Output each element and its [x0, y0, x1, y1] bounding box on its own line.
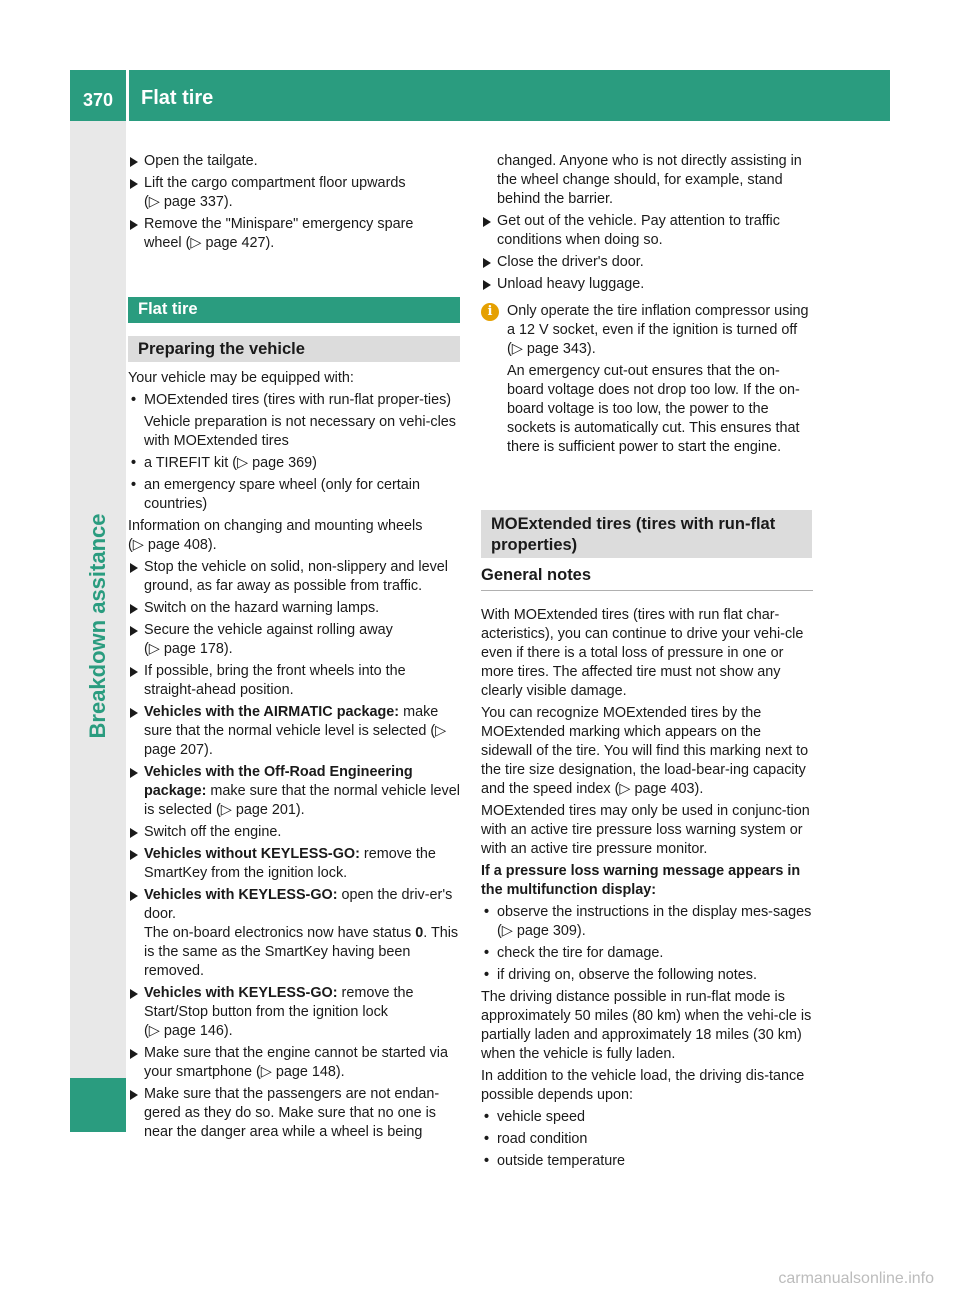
info-note: i Only operate the tire inflation compressor using a 12 V socket, even if the ignition is turned off (▷ page 343). An emergency cut-out ensures that the on-board voltage does not drop too low. If the on-board voltage is too low, the power to the sockets is automatically cut. This ensures that there is sufficient power to start the engine. — [481, 302, 813, 457]
step-continuation: changed. Anyone who is not directly assisting in the wheel change should, for example, stand behind the barrier. — [497, 153, 802, 207]
paragraph: With MOExtended tires (tires with run flat char-acteristics), you can continue to drive your vehi-cle even if there is a total loss of pressure in one or more tires. The affected tire must not show any clearly visible damage. — [481, 607, 804, 699]
page-ref-arrow[interactable]: ▷ — [435, 723, 447, 739]
page-ref[interactable]: (▷ — [144, 194, 160, 210]
step: Switch off the engine. — [128, 823, 460, 842]
step: If possible, bring the front wheels into the straight-ahead position. — [128, 662, 460, 700]
step: Unload heavy luggage. — [481, 275, 813, 294]
step: Get out of the vehicle. Pay attention to traffic conditions when doing so. — [481, 212, 813, 250]
paragraph: MOExtended tires may only be used in conjunc-tion with an active tire pressure loss warning system or with an active tire pressure monitor. — [481, 803, 810, 857]
step: Make sure that the passengers are not endan-gered as they do so. Make sure that no one is near the danger area while a wheel is being — [128, 1085, 460, 1142]
right-column — [481, 152, 813, 1174]
list-item: • if driving on, observe the following notes. — [481, 966, 813, 985]
list-item: • an emergency spare wheel (only for certain countries) — [128, 476, 460, 514]
page-ref-arrow[interactable]: ▷ — [511, 341, 523, 357]
section-title: Flat tire — [128, 297, 460, 323]
step: Vehicles with the AIRMATIC package: make sure that the normal vehicle level is selected (▷ page 207). — [128, 703, 460, 760]
list-item: • a TIREFIT kit (▷ page 369) — [128, 454, 460, 473]
subsection-title: Preparing the vehicle — [128, 336, 460, 362]
wheel-info: Information on changing and mounting wheels (▷ page 408). — [128, 518, 423, 553]
page-ref-arrow[interactable]: ▷ — [190, 235, 202, 251]
step: Vehicles with the Off-Road Engineering package: make sure that the normal vehicle level is selected (▷ page 201). — [128, 763, 460, 820]
list-item: • road condition — [481, 1130, 813, 1149]
chapter-marker — [70, 1078, 126, 1132]
warning-heading: If a pressure loss warning message appears in the multifunction display: — [481, 863, 801, 898]
step-remove-spare: Remove the "Minispare" emergency spare wheel (▷ page 427). — [128, 215, 460, 253]
step-lift-floor: Lift the cargo compartment floor upwards (▷ page 337). — [128, 174, 460, 212]
page-ref-arrow[interactable]: ▷ — [619, 781, 631, 797]
step: Stop the vehicle on solid, non-slippery and level ground, as far away as possible from traffic. — [128, 558, 460, 596]
page-ref-arrow[interactable]: ▷ — [501, 923, 513, 939]
step: Make sure that the engine cannot be started via your smartphone (▷ page 148). — [128, 1044, 460, 1082]
step: Vehicles without KEYLESS-GO: remove the SmartKey from the ignition lock. — [128, 845, 460, 883]
paragraph: You can recognize MOExtended tires by the MOExtended marking which appears on the sidewall of the tire. You will find this marking next to the tire size designation, the load-bear-ing capacity and the speed index (▷ page 403). — [481, 705, 809, 797]
list-item: • check the tire for damage. — [481, 944, 813, 963]
watermark: carmanualsonline.info — [778, 1270, 934, 1287]
page-ref-arrow[interactable]: ▷ — [237, 455, 249, 471]
step: Secure the vehicle against rolling away (▷ page 178). — [128, 621, 460, 659]
header-divider — [126, 70, 129, 121]
list-item: • MOExtended tires (tires with run-flat proper-ties) — [128, 391, 460, 410]
equipped-intro: Your vehicle may be equipped with: — [128, 370, 354, 386]
page-ref-arrow[interactable]: ▷ — [260, 1064, 272, 1080]
step: Vehicles with KEYLESS-GO: remove the Start/Stop button from the ignition lock (▷ page 146). — [128, 984, 460, 1041]
info-icon: i — [481, 303, 499, 321]
subsection-title: MOExtended tires (tires with run-flat properties) — [481, 510, 812, 558]
left-column — [128, 152, 460, 1145]
step: Switch on the hazard warning lamps. — [128, 599, 460, 618]
list-item: • outside temperature — [481, 1152, 813, 1171]
list-item: • vehicle speed — [481, 1108, 813, 1127]
chapter-label: Breakdown assitance — [85, 513, 110, 739]
step: Close the driver's door. — [481, 253, 813, 272]
paragraph: In addition to the vehicle load, the driving dis-tance possible depends upon: — [481, 1068, 805, 1103]
page-number: 370 — [82, 90, 114, 110]
page-title: Flat tire — [141, 87, 214, 109]
list-item: • observe the instructions in the display mes-sages (▷ page 309). — [481, 903, 813, 941]
paragraph: The driving distance possible in run-flat mode is approximately 50 miles (80 km) when the vehi-cle is partially laden and approximately 18 miles (30 km) when the vehicle is fully laden. — [481, 989, 812, 1062]
step-open-tailgate: Open the tailgate. — [128, 152, 460, 171]
list-item-note: Vehicle preparation is not necessary on vehi-cles with MOExtended tires — [144, 414, 456, 449]
step: Vehicles with KEYLESS-GO: open the driv-er's door. The on-board electronics now have status 0. This is the same as the SmartKey having been removed. — [128, 886, 460, 981]
general-notes-heading: General notes — [481, 558, 813, 591]
page-ref-arrow[interactable]: ▷ — [220, 802, 232, 818]
